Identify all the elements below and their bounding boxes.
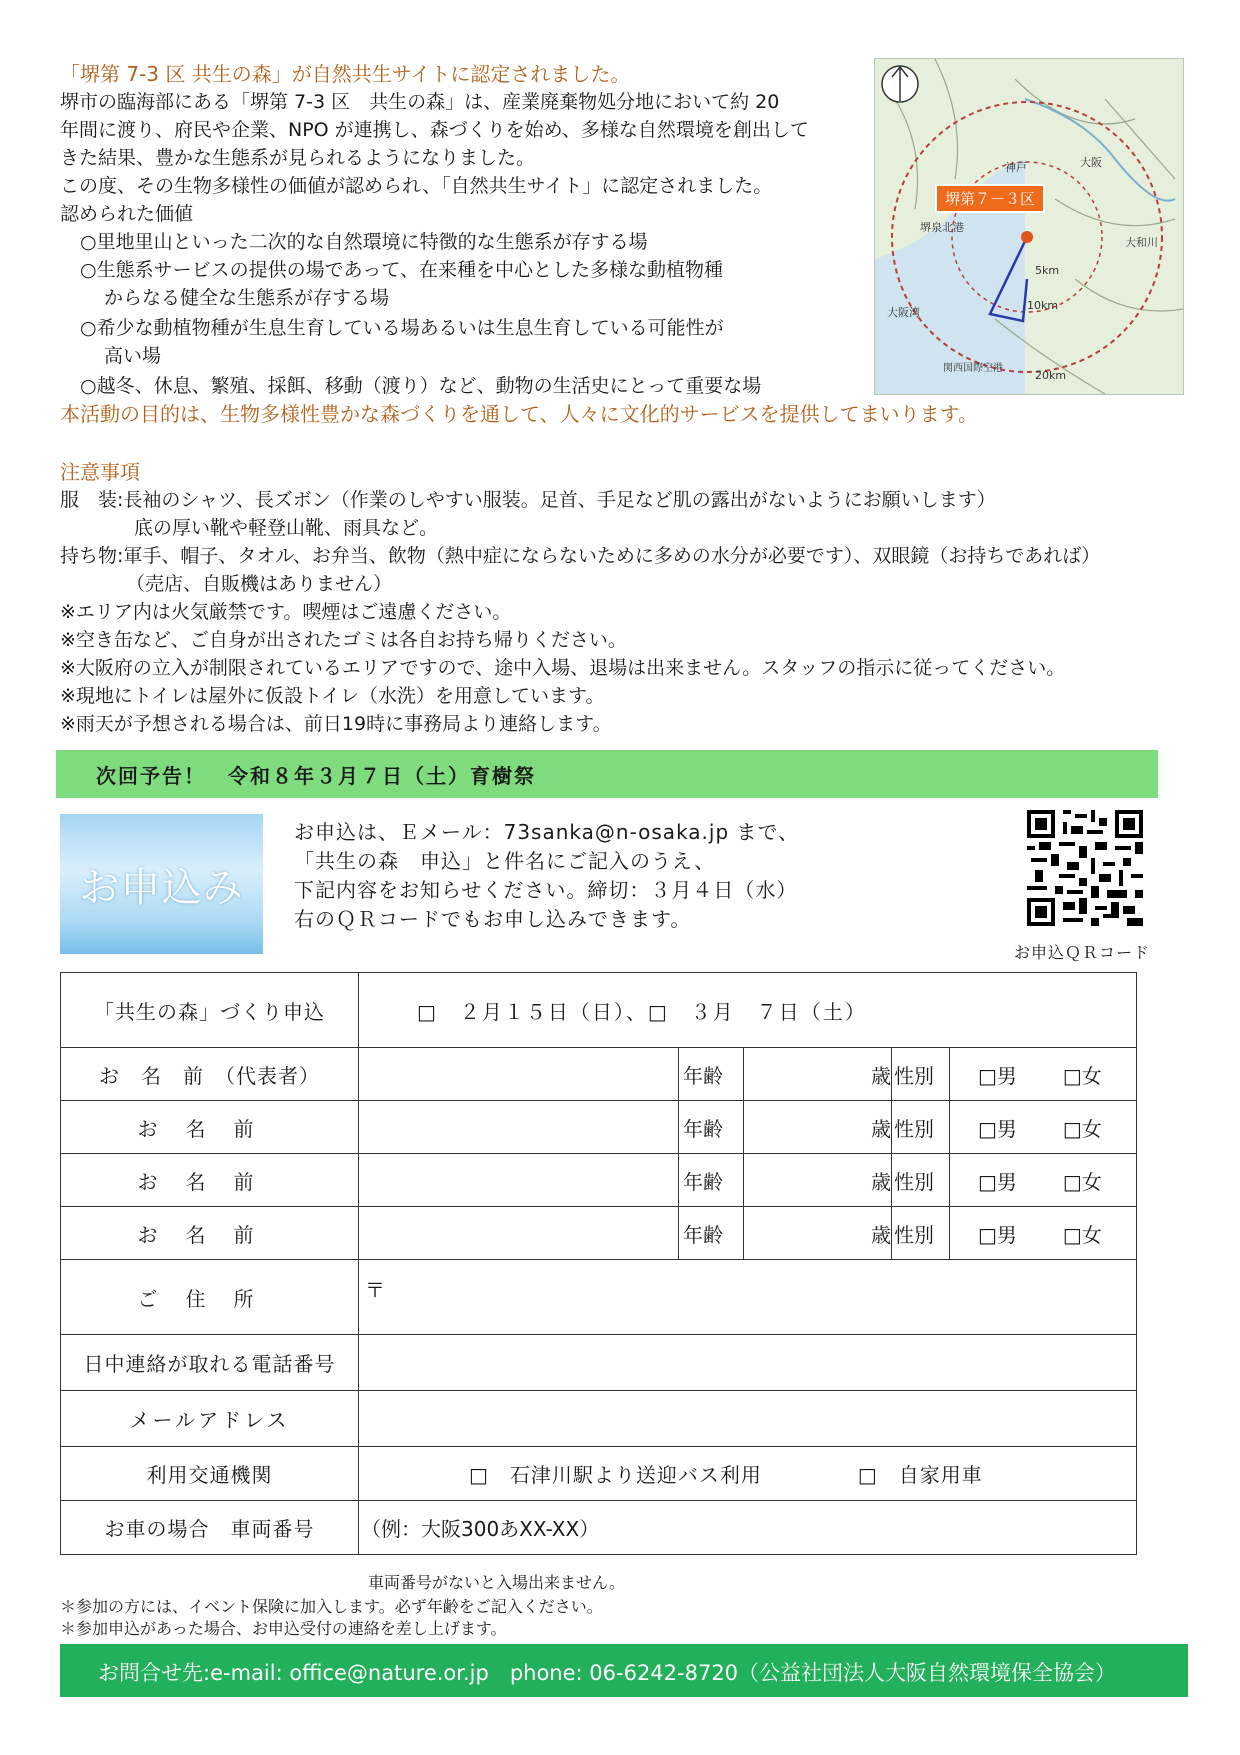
note-line: ※エリア内は火気厳禁です。喫煙はご遠慮ください。 bbox=[60, 601, 512, 623]
intro-text: この度、その生物多様性の価値が認められ、「自然共生サイト」に認定されました。 bbox=[60, 175, 773, 197]
female-checkbox[interactable]: □女 bbox=[1062, 1116, 1102, 1141]
value-item: 高い場 bbox=[104, 345, 162, 367]
apply-button[interactable] bbox=[60, 814, 263, 954]
age-label: 年齢 bbox=[679, 1207, 744, 1260]
apply-text: お申込は、Ｅメール：73sanka@n-osaka.jp まで、 bbox=[294, 820, 800, 844]
name-label: お名前 bbox=[61, 1207, 359, 1260]
sex-label: 性別 bbox=[892, 1048, 950, 1101]
address-label: ご住所 bbox=[61, 1260, 359, 1335]
name-rep-label: お 名 前 （代表者） bbox=[61, 1048, 359, 1101]
intro-title: 「堺第 7-3 区 共生の森」が自然共生サイトに認定されました。 bbox=[60, 62, 631, 86]
name-input[interactable] bbox=[359, 1154, 679, 1207]
note-line: 持ち物:軍手、帽子、タオル、お弁当、飲物（熱中症にならないために多めの水分が必要です）、双眼鏡（お持ちであれば） bbox=[60, 545, 1101, 567]
map-place: 関西国際空港 bbox=[943, 363, 1003, 374]
name-input[interactable] bbox=[359, 1207, 679, 1260]
transport-label: 利用交通機関 bbox=[61, 1447, 359, 1501]
location-map bbox=[874, 58, 1184, 395]
next-event-text: 次回予告！ 令和８年３月７日（土）育樹祭 bbox=[96, 764, 536, 788]
apply-text: 下記内容をお知らせください。締切：３月４日（水） bbox=[294, 878, 798, 902]
car-number-label: お車の場合 車両番号 bbox=[61, 1501, 359, 1555]
apply-text: 右のＱＲコードでもお申し込みできます。 bbox=[294, 907, 692, 931]
application-form bbox=[60, 972, 1137, 1555]
phone-label: 日中連絡が取れる電話番号 bbox=[61, 1335, 359, 1391]
qr-code-label: お申込ＱＲコード bbox=[1014, 943, 1151, 962]
male-checkbox[interactable]: □男 bbox=[978, 1222, 1017, 1247]
value-item: からなる健全な生態系が存する場 bbox=[104, 287, 390, 309]
sex-options[interactable] bbox=[950, 1207, 1137, 1260]
intro-text: 堺市の臨海部にある「堺第 7-3 区 共生の森」は、産業廃棄物処分地において約 20 bbox=[60, 91, 780, 113]
male-checkbox[interactable]: □男 bbox=[978, 1063, 1017, 1088]
bus-checkbox[interactable]: □ 石津川駅より送迎バス利用 bbox=[469, 1463, 762, 1487]
map-place: 大阪 bbox=[1080, 156, 1102, 169]
female-checkbox[interactable]: □女 bbox=[1062, 1063, 1102, 1088]
apply-button-label: お申込み bbox=[79, 864, 244, 911]
intro-text: 年間に渡り、府民や企業、NPO が連携し、森づくりを始め、多様な自然環境を創出して bbox=[60, 119, 809, 141]
apply-text: 「共生の森 申込」と件名にご記入のうえ、 bbox=[294, 849, 716, 873]
car-checkbox[interactable]: □ 自家用車 bbox=[857, 1463, 983, 1487]
note-line: ※大阪府の立入が制限されているエリアですので、途中入場、退場は出来ません。スタッフの指示に従ってください。 bbox=[60, 657, 1066, 679]
email-label: メールアドレス bbox=[61, 1391, 359, 1447]
note-line: ※空き缶など、ご自身が出されたゴミは各自お持ち帰りください。 bbox=[60, 629, 627, 651]
map-ring-label: 20km bbox=[1035, 369, 1067, 382]
age-input[interactable] bbox=[744, 1101, 892, 1154]
car-number-input[interactable] bbox=[359, 1501, 1137, 1555]
map-site-label: 堺第７－３区 bbox=[935, 184, 1045, 213]
age-label: 年齢 bbox=[679, 1101, 744, 1154]
postal-mark: 〒 bbox=[365, 1278, 385, 1302]
sex-label: 性別 bbox=[892, 1207, 950, 1260]
insurance-note: ＊参加の方には、イベント保険に加入します。必ず年齢をご記入ください。 bbox=[60, 1597, 603, 1616]
name-label: お名前 bbox=[61, 1154, 359, 1207]
value-item: ○希少な動植物種が生息生育している場あるいは生息生育している可能性が bbox=[80, 317, 724, 339]
map-place: 堺泉北港 bbox=[920, 221, 964, 234]
map-place: 大阪湾 bbox=[887, 306, 920, 319]
map-ring-label: 5km bbox=[1035, 264, 1060, 277]
address-input[interactable] bbox=[359, 1260, 1137, 1335]
sex-options[interactable] bbox=[950, 1048, 1137, 1101]
female-checkbox[interactable]: □女 bbox=[1062, 1222, 1102, 1247]
age-unit: 歳 bbox=[871, 1116, 891, 1141]
male-checkbox[interactable]: □男 bbox=[978, 1116, 1017, 1141]
value-item: ○里地里山といった二次的な自然環境に特徴的な生態系が存する場 bbox=[80, 231, 648, 253]
purpose-text: 本活動の目的は、生物多様性豊かな森づくりを通して、人々に文化的サービスを提供してまいります。 bbox=[60, 402, 978, 426]
car-number-example: （例：大阪300あXX-XX） bbox=[361, 1517, 600, 1541]
notes-title: 注意事項 bbox=[60, 460, 140, 484]
phone-input[interactable] bbox=[359, 1335, 1137, 1391]
sex-label: 性別 bbox=[892, 1101, 950, 1154]
sex-label: 性別 bbox=[892, 1154, 950, 1207]
confirm-note: ＊参加申込があった場合、お申込受付の連絡を差し上げます。 bbox=[60, 1619, 507, 1638]
contact-text: お問合せ先:e-mail: office@nature.or.jp phone: 06-6242-8720（公益社団法人大阪自然環境保全協会） bbox=[98, 1661, 1117, 1685]
age-input[interactable] bbox=[744, 1207, 892, 1260]
name-rep-input[interactable] bbox=[359, 1048, 679, 1101]
note-line: ※現地にトイレは屋外に仮設トイレ（水洗）を用意しています。 bbox=[60, 685, 605, 707]
male-checkbox[interactable]: □男 bbox=[978, 1169, 1017, 1194]
map-place: 神戸 bbox=[1005, 161, 1027, 174]
map-place: 大和川 bbox=[1125, 236, 1158, 249]
note-line: ※雨天が予想される場合は、前日19時に事務局より連絡します。 bbox=[60, 713, 612, 735]
contact-footer bbox=[60, 1644, 1188, 1697]
qr-code-icon[interactable] bbox=[1027, 810, 1143, 926]
female-checkbox[interactable]: □女 bbox=[1062, 1169, 1102, 1194]
age-unit: 歳 bbox=[871, 1169, 891, 1194]
age-input[interactable] bbox=[744, 1154, 892, 1207]
note-line: （売店、自販機はありません） bbox=[126, 573, 393, 595]
name-label: お名前 bbox=[61, 1101, 359, 1154]
email-input[interactable] bbox=[359, 1391, 1137, 1447]
note-line: 底の厚い靴や軽登山靴、雨具など。 bbox=[134, 517, 439, 539]
car-number-note: 車両番号がないと入場出来ません。 bbox=[368, 1573, 625, 1592]
age-unit: 歳 bbox=[871, 1063, 891, 1088]
age-unit: 歳 bbox=[871, 1222, 891, 1247]
value-item: ○越冬、休息、繁殖、採餌、移動（渡り）など、動物の生活史にとって重要な場 bbox=[80, 375, 762, 397]
sex-options[interactable] bbox=[950, 1101, 1137, 1154]
age-label: 年齢 bbox=[679, 1048, 744, 1101]
map-ring-label: 10km bbox=[1027, 299, 1059, 312]
course-label: 「共生の森」づくり申込 bbox=[61, 973, 359, 1048]
value-item: ○生態系サービスの提供の場であって、在来種を中心とした多様な動植物種 bbox=[80, 259, 724, 281]
age-input[interactable] bbox=[744, 1048, 892, 1101]
course-options[interactable]: □ ２月１５日（日）、□ ３月 ７日（土） bbox=[359, 973, 1137, 1048]
next-event-banner bbox=[56, 750, 1158, 798]
note-line: 服 装:長袖のシャツ、長ズボン（作業のしやすい服装。足首、手足など肌の露出がないようにお願いします） bbox=[60, 489, 996, 511]
name-input[interactable] bbox=[359, 1101, 679, 1154]
age-label: 年齢 bbox=[679, 1154, 744, 1207]
intro-text: きた結果、豊かな生態系が見られるようになりました。 bbox=[60, 147, 536, 169]
transport-options[interactable] bbox=[359, 1447, 1137, 1501]
values-heading: 認められた価値 bbox=[60, 203, 194, 225]
sex-options[interactable] bbox=[950, 1154, 1137, 1207]
